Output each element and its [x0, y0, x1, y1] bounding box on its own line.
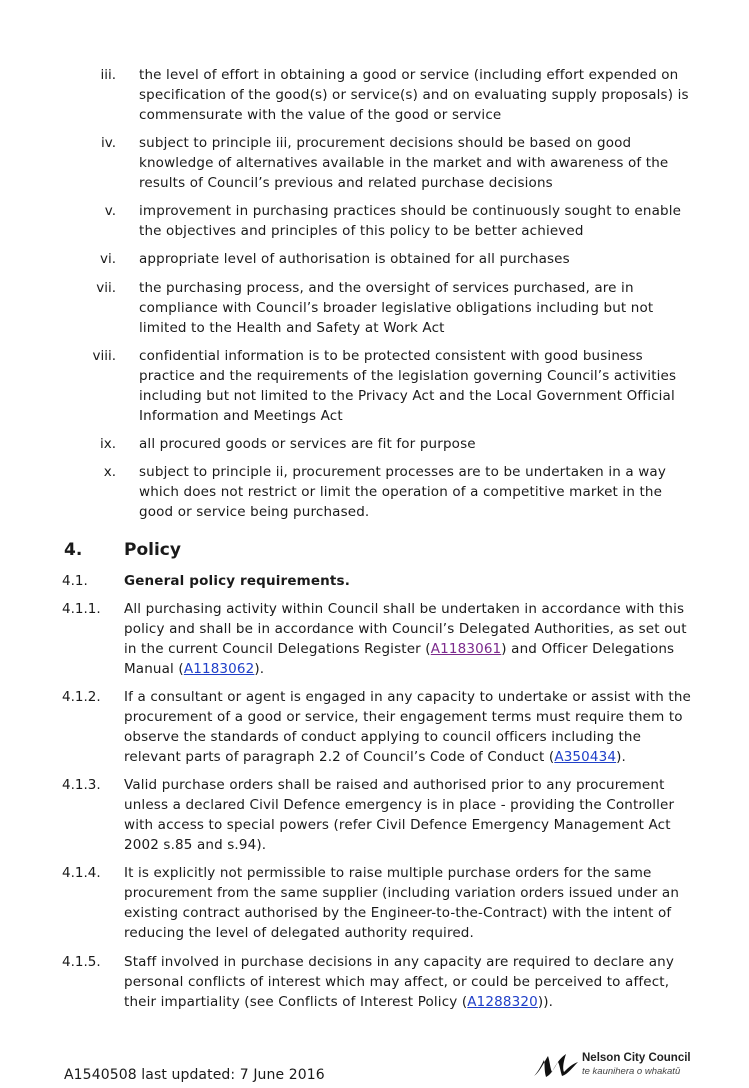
- subsection-title: General policy requirements.: [124, 573, 350, 589]
- clause-text-part: ).: [254, 661, 265, 677]
- section-heading: [64, 538, 181, 562]
- list-text: the purchasing process, and the oversight of services purchased, are in compliance with Council’s broader legislative obligations including but not limited to the Health and Safety at Work Act: [139, 280, 654, 336]
- list-text: appropriate level of authorisation is obtained for all purchases: [139, 251, 570, 267]
- clause-text-part: )).: [537, 994, 554, 1010]
- list-text: confidential information is to be protected consistent with good business practice and the requirements of the legislation governing Council’s activities including but not limited to the Privacy Act and the Local Government Official Information and Meetings Act: [139, 348, 677, 424]
- clause-number: 4.1.1.: [62, 601, 101, 617]
- code-of-conduct-link[interactable]: A350434: [554, 749, 617, 765]
- list-text: improvement in purchasing practices should be continuously sought to enable the objectives and principles of this policy to be better achieved: [139, 203, 682, 239]
- list-text: subject to principle iii, procurement decisions should be based on good knowledge of alternatives available in the market and with awareness of the results of Council’s previous and related purchase decisions: [139, 135, 669, 191]
- clause-text-part: ) and Officer Delegations Manual (: [124, 641, 675, 677]
- list-numeral: vii.: [96, 280, 116, 296]
- clause-number: 4.1.2.: [62, 689, 101, 705]
- clause-text: Valid purchase orders shall be raised and authorised prior to any procurement unless a declared Civil Defence emergency is in place - providing the Controller with access to special powers (refer Civil Defence Emergency Management Act 2002 s.85 and s.94).: [124, 777, 675, 853]
- list-numeral: viii.: [92, 348, 116, 364]
- clause-text-part: Staff involved in purchase decisions in any capacity are required to declare any personal conflicts of interest which may affect, or could be perceived to affect, their impartiality (see Conflicts of Interest Policy (: [124, 954, 675, 1010]
- clause-text: [124, 687, 699, 767]
- list-numeral: vi.: [99, 251, 116, 267]
- list-numeral: iv.: [101, 135, 116, 151]
- clause-text-part: If a consultant or agent is engaged in any capacity to undertake or assist with the procurement of a good or service, their engagement terms must require them to observe the standards of conduct applying to council officers including the relevant parts of paragraph 2.2 of Council’s Code of Conduct (: [124, 689, 691, 765]
- list-numeral: iii.: [100, 67, 116, 83]
- clause-text-part: All purchasing activity within Council shall be undertaken in accordance with this policy and shall be in accordance with Council’s Delegated Authorities, as set out in the current Council Delegations Register (: [124, 601, 687, 657]
- officer-delegations-manual-link[interactable]: A1183062: [183, 661, 255, 677]
- logo-title: Nelson City Council: [582, 1052, 691, 1064]
- list-numeral: ix.: [99, 436, 116, 452]
- document-reference: A1540508 last updated: 7 June 2016: [64, 1067, 325, 1083]
- clause-number: 4.1.3.: [62, 777, 101, 793]
- section-title: Policy: [124, 540, 181, 560]
- clause-number: 4.1.4.: [62, 865, 101, 881]
- list-numeral: v.: [104, 203, 116, 219]
- clause-text-part: ).: [616, 749, 626, 765]
- list-numeral: x.: [103, 464, 116, 480]
- conflicts-of-interest-policy-link[interactable]: A1288320: [467, 994, 538, 1010]
- subsection-number: 4.1.: [62, 573, 88, 589]
- clause-text: It is explicitly not permissible to raise multiple purchase orders for the same procurement from the same supplier (including variation orders issued under an existing contract authorised by the Engineer-to-the-Contract) with the intent of reducing the level of delegated authority required.: [124, 865, 680, 941]
- clause-number: 4.1.5.: [62, 954, 101, 970]
- council-delegations-register-link[interactable]: A1183061: [430, 641, 502, 657]
- clause-text: [124, 599, 699, 679]
- list-text: all procured goods or services are fit for purpose: [139, 436, 476, 452]
- list-text: subject to principle ii, procurement processes are to be undertaken in a way which does not restrict or limit the operation of a competitive market in the good or service being purchased.: [139, 464, 666, 520]
- clause-text: [124, 952, 699, 1012]
- list-text: the level of effort in obtaining a good or service (including effort expended on specification of the good(s) or service(s) and on evaluating supply proposals) is commensurate with the value of the good or service: [139, 67, 689, 123]
- logo-subtitle: te kaunihera o whakatū: [582, 1066, 681, 1077]
- council-logo: [532, 1050, 692, 1082]
- council-logo-icon: [532, 1050, 580, 1080]
- section-number: 4.: [64, 540, 83, 560]
